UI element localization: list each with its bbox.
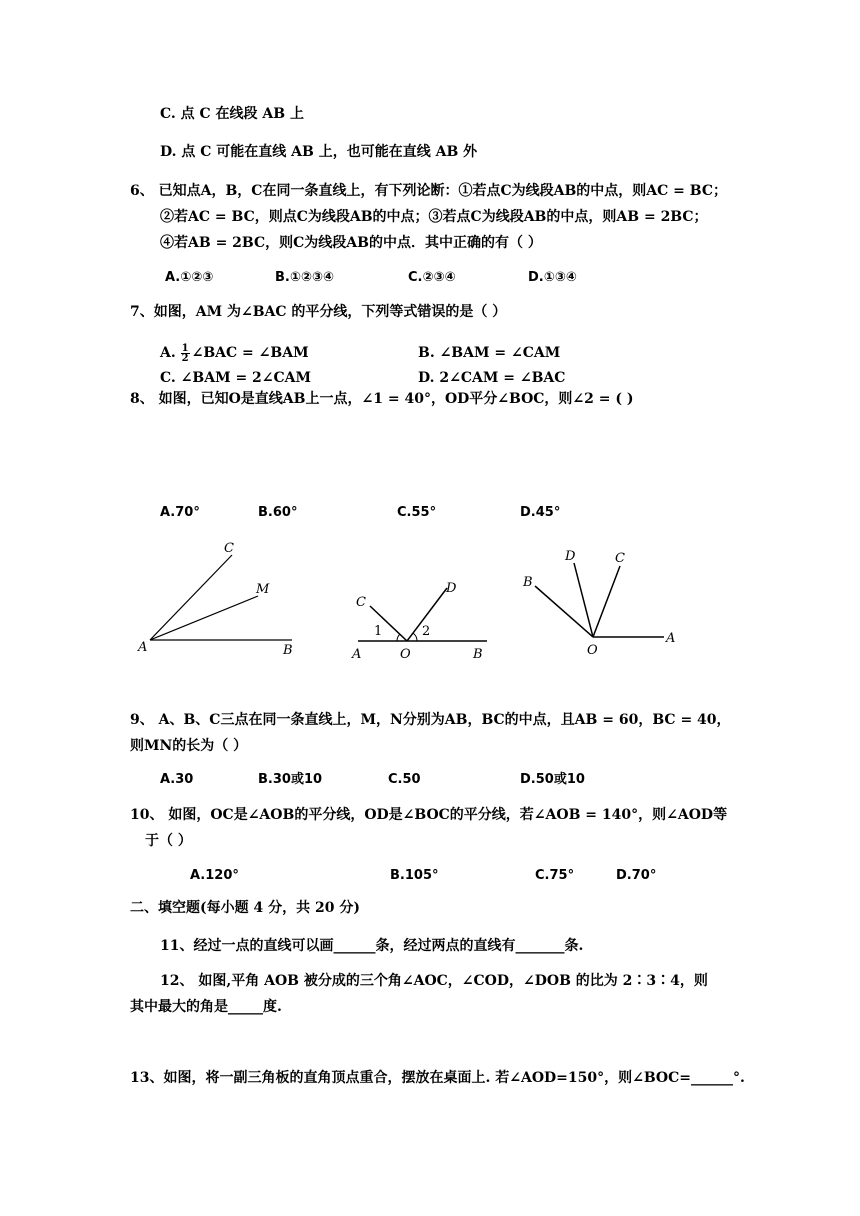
- q5-option-d: D. 点 C 可能在直线 AB 上，也可能在直线 AB 外: [160, 144, 478, 160]
- q8-option-d: D.45°: [520, 505, 561, 520]
- ray-oc: [593, 566, 620, 637]
- fig1-label-b: B: [283, 643, 293, 658]
- q10-stem-line2: 于（ ）: [145, 833, 192, 849]
- fig2-label-c: C: [356, 595, 366, 610]
- fig2-label-o: O: [400, 647, 411, 662]
- fig3-label-a: A: [666, 631, 676, 646]
- q12-stem-line2: 其中最大的角是_____度.: [130, 999, 282, 1015]
- fig3-label-d: D: [565, 549, 576, 564]
- ray-am: [150, 596, 258, 640]
- fig2-label-2: 2: [422, 624, 431, 639]
- fig3-label-b: B: [523, 575, 533, 590]
- q12-stem-line1: 12、 如图,平角 AOB 被分成的三个角∠AOC，∠COD，∠DOB 的比为 2∶3∶4，则: [160, 973, 708, 989]
- q10-option-a: A.120°: [190, 868, 239, 883]
- q10-option-c: C.75°: [535, 868, 575, 883]
- figure-angle-bac: [137, 541, 293, 658]
- angle-1-arc: [397, 634, 400, 641]
- q6-stem-line2: ②若AC = BC，则点C为线段AB的中点；③若点C为线段AB的中点，则AB = 2BC；: [160, 209, 708, 225]
- ray-ac: [150, 555, 232, 640]
- fig1-label-m: M: [256, 582, 270, 597]
- q7-option-a-label: A.: [160, 345, 176, 361]
- q5-option-c: C. 点 C 在线段 AB 上: [160, 106, 304, 122]
- q9-option-c: C.50: [388, 772, 421, 787]
- q9-option-d: D.50或10: [520, 772, 585, 787]
- q9-stem-line1: 9、 A、B、C三点在同一条直线上，M，N分别为AB，BC的中点，且AB = 60，BC = 40，: [130, 712, 731, 728]
- q6-stem-line1: 6、 已知点A，B，C在同一条直线上，有下列论断：①若点C为线段AB的中点，则AC = BC；: [130, 183, 728, 199]
- q6-stem-line3: ④若AB = 2BC，则C为线段AB的中点．其中正确的有（ ）: [160, 235, 542, 251]
- angle-2-arc: [413, 633, 417, 641]
- fig2-label-d: D: [446, 581, 457, 596]
- fig2-label-1: 1: [374, 624, 383, 639]
- q10-option-b: B.105°: [390, 868, 439, 883]
- q7-option-a: [160, 343, 309, 363]
- figure-rays-from-o: [522, 549, 675, 658]
- q8-stem: 8、 如图，已知O是直线AB上一点，∠1 = 40°，OD平分∠BOC，则∠2 = ( ): [130, 391, 634, 407]
- q6-option-b: B.①②③④: [275, 270, 334, 285]
- q11-text: 11、经过一点的直线可以画______条，经过两点的直线有_______条.: [160, 938, 584, 954]
- q9-stem-line2: 则MN的长为（ ）: [130, 738, 248, 754]
- q7-option-a-equation: ∠BAC = ∠BAM: [191, 345, 309, 361]
- q6-option-a: A.①②③: [165, 270, 214, 285]
- ray-od: [574, 563, 593, 637]
- q8-option-a: A.70°: [160, 505, 200, 520]
- fig3-label-c: C: [615, 551, 625, 566]
- q6-option-c: C.②③④: [408, 270, 456, 285]
- q13-text: 13、如图，将一副三角板的直角顶点重合，摆放在桌面上. 若∠AOD=150°，则∠BOC=______°.: [130, 1070, 745, 1086]
- fig2-label-b: B: [473, 647, 483, 662]
- fraction-half: $\frac{1}{2}$: [181, 342, 189, 364]
- q6-option-d: D.①③④: [528, 270, 577, 285]
- q8-option-b: B.60°: [258, 505, 298, 520]
- fig1-label-c: C: [224, 541, 234, 556]
- fig3-label-o: O: [587, 643, 598, 658]
- q8-option-c: C.55°: [397, 505, 437, 520]
- fig1-label-a: A: [138, 640, 148, 655]
- q9-option-a: A.30: [160, 772, 194, 787]
- q10-stem-line1: 10、 如图，OC是∠AOB的平分线，OD是∠BOC的平分线，若∠AOB = 140°，则∠AOD等: [130, 807, 728, 823]
- section-title-fill-in: 二、填空题(每小题 4 分，共 20 分): [130, 900, 360, 916]
- ray-ob: [535, 586, 593, 637]
- q7-stem: 7、如图，AM 为∠BAC 的平分线，下列等式错误的是（ ）: [130, 304, 507, 320]
- q7-option-d: D. 2∠CAM = ∠BAC: [418, 370, 566, 386]
- q7-option-b: B. ∠BAM = ∠CAM: [418, 345, 561, 361]
- figure-straight-angle: [351, 581, 487, 662]
- geometry-figures: [0, 530, 860, 670]
- q9-option-b: B.30或10: [258, 772, 323, 787]
- q10-option-d: D.70°: [616, 868, 657, 883]
- q7-option-c: C. ∠BAM = 2∠CAM: [160, 370, 312, 386]
- fig2-label-a: A: [352, 647, 362, 662]
